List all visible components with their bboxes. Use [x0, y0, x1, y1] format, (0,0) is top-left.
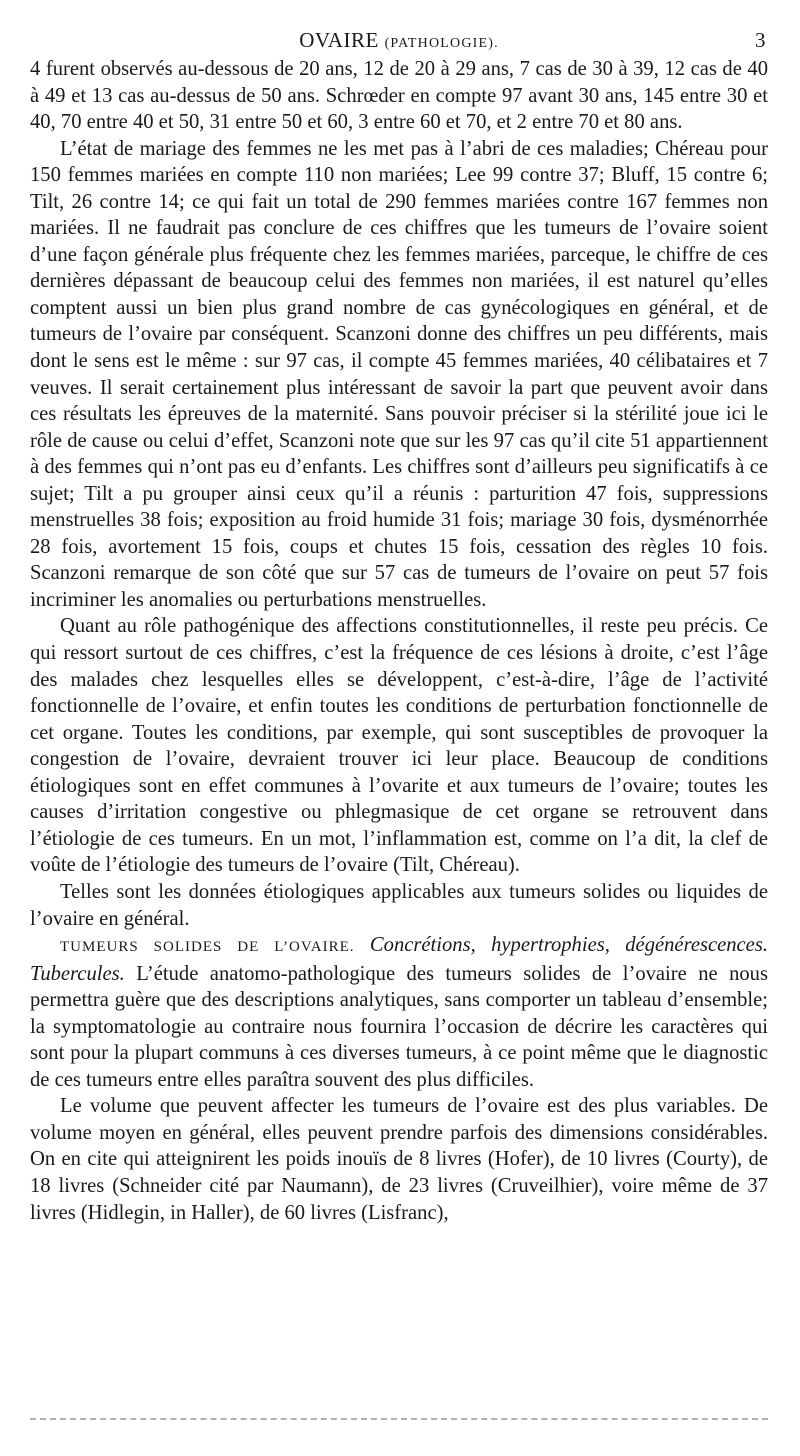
section-text: L’étude anatomo-pathologique des tumeurs solides de l’ovaire ne nous permettra guère que des descriptions analytiques, sans comporter un tableau d’ensemble; la symptomatologie au contraire nous fournira l’occasion de décrire les caractères qui sont pour la plupart communs à ces diverses tumeurs, à ce point même que le diagnostic de ces tumeurs entre elles paraîtra souvent des plus difficiles.	[30, 962, 768, 1091]
running-head	[30, 22, 768, 56]
section-heading: TUMEURS SOLIDES DE L’OVAIRE.	[60, 939, 355, 956]
paragraph-last: Le volume que peuvent affecter les tumeurs de l’ovaire est des plus variables. De volume moyen en général, elles peuvent prendre parfois des dimensions considérables. On en cite qui atteignirent les poids inouïs de 8 livres (Hofer), de 10 livres (Courty), de 18 livres (Schneider cité par Naumann), de 23 livres (Cruveilhier), voire même de 37 livres (Hidlegin, in Haller), de 60 livres (Lisfranc),	[30, 1095, 768, 1224]
section-paragraph	[30, 932, 768, 1093]
running-title-main: OVAIRE	[299, 28, 379, 52]
page-number: 3	[755, 28, 766, 52]
page-bottom-rule	[30, 1418, 768, 1420]
paragraph-3: Quant au rôle pathogénique des affections constitutionnelles, il reste peu précis. Ce qui ressort surtout de ces chiffres, c’est la fréquence de ces lésions à droite, c’est l’âge des malades chez lesquelles elles se développent, c’est-à-dire, l’âge de l’activité fonctionnelle de l’ovaire, et enfin toutes les conditions de perturbation fonctionnelle de cet organe. Toutes les conditions, par exemple, qui sont susceptibles de provoquer la congestion de l’ovaire, devraient trouver ici leur place. Beaucoup de conditions étiologiques sont en effet communes à l’ovarite et aux tumeurs de l’ovaire; toutes les causes d’irritation congestive ou phlegmasique de cet organe se retrouvent dans l’étiologie de ces tumeurs. En un mot, l’inflammation est, comme on l’a dit, la clef de voûte de l’étiologie des tumeurs de l’ovaire (Tilt, Chéreau).	[30, 615, 768, 877]
running-title	[30, 28, 768, 53]
paragraph-4: Telles sont les données étiologiques applicables aux tumeurs solides ou liquides de l’ovaire en général.	[30, 880, 768, 930]
section-subtitle: Concrétions, hypertrophies, dégénérescences. Tubercules.	[30, 934, 768, 985]
document-page	[30, 22, 768, 1226]
paragraph-1: 4 furent observés au-dessous de 20 ans, 12 de 20 à 29 ans, 7 cas de 30 à 39, 12 cas de 40 à 49 et 13 cas au-dessus de 50 ans. Schrœder en compte 97 avant 30 ans, 145 entre 30 et 40, 70 entre 40 et 50, 31 entre 50 et 60, 3 entre 60 et 70, et 2 entre 70 et 80 ans.	[30, 58, 768, 134]
running-title-sub: (PATHOLOGIE).	[384, 36, 499, 51]
paragraph-2: L’état de mariage des femmes ne les met pas à l’abri de ces maladies; Chéreau pour 150 femmes mariées en compte 110 non mariées; Lee 99 contre 37; Bluff, 15 contre 6; Tilt, 26 contre 14; ce qui fait un total de 290 femmes mariées contre 167 femmes non mariées. Il ne faudrait pas conclure de ces chiffres que les tumeurs de l’ovaire soient d’une façon générale plus fréquente chez les femmes mariées, parceque, le chiffre de ces dernières dépassant de beaucoup celui des femmes non mariées, il est naturel qu’elles comptent aussi un bien plus grand nombre de cas gynécologiques en général, et de tumeurs de l’ovaire par conséquent. Scanzoni donne des chiffres un peu différents, mais dont le sens est le même : sur 97 cas, il compte 45 femmes mariées, 40 célibataires et 7 veuves. Il serait certainement plus intéressant de savoir la part que peuvent avoir dans ces résultats les épreuves de la maternité. Sans pouvoir préciser si la stérilité joue ici le rôle de cause ou celui d’effet, Scanzoni note que sur les 97 cas qu’il cite 51 appartiennent à des femmes qui n’ont pas eu d’enfants. Les chiffres sont d’ailleurs peu significatifs à ce sujet; Tilt a pu grouper ainsi ceux qu’il a réunis : parturition 47 fois, suppressions menstruelles 38 fois; exposition au froid humide 31 fois; mariage 30 fois, dysménorrhée 28 fois, avortement 15 fois, coups et chutes 15 fois, cessation des règles 10 fois. Scanzoni remarque de son côté que sur 57 cas de tumeurs de l’ovaire on peut 57 fois incriminer les anomalies ou perturbations menstruelles.	[30, 137, 768, 611]
body-text	[30, 56, 768, 1226]
